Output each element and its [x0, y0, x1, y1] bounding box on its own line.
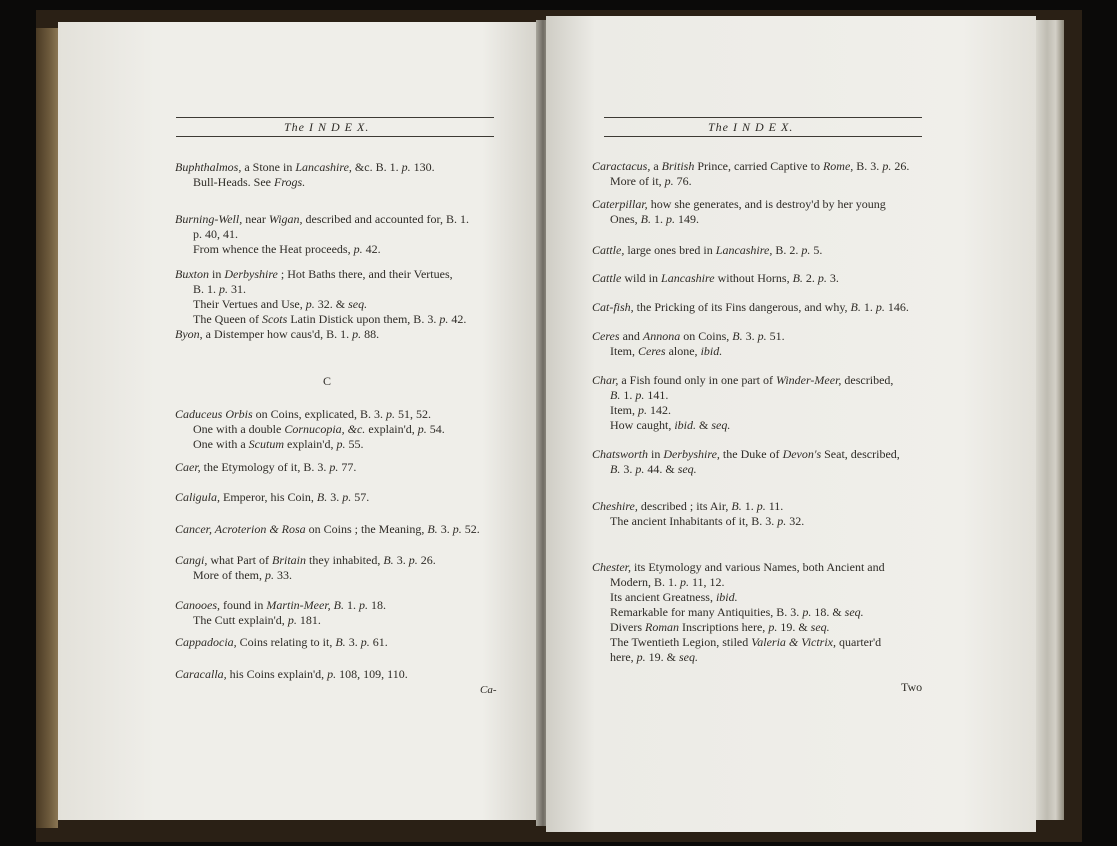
- italic-text: ibid.: [700, 344, 723, 358]
- italic-text: Derbyshire: [224, 267, 278, 281]
- left-page: [58, 22, 540, 820]
- italic-text: p.: [768, 620, 778, 634]
- italic-text: Lancashire: [661, 271, 715, 285]
- text-run: 51, 52.: [395, 407, 431, 421]
- index-line: [175, 312, 466, 327]
- text-run: One with a double: [175, 422, 285, 436]
- text-run: Ones,: [592, 212, 641, 226]
- italic-text: Martin-Meer,: [266, 598, 331, 612]
- index-line: [592, 329, 785, 344]
- italic-text: Frogs.: [273, 175, 306, 189]
- index-line: [175, 635, 388, 650]
- italic-text: Caduceus Orbis: [175, 407, 253, 421]
- index-line: [592, 388, 668, 403]
- text-run: without Horns,: [714, 271, 793, 285]
- italic-text: Lancashire,: [715, 243, 773, 257]
- text-run: near: [242, 212, 269, 226]
- italic-text: p.: [329, 460, 339, 474]
- italic-text: p.: [882, 159, 892, 173]
- index-line: [175, 327, 379, 342]
- italic-text: p.: [359, 598, 369, 612]
- italic-text: Byon: [175, 327, 200, 341]
- text-run: they inhabited,: [306, 553, 384, 567]
- text-run: explain'd,: [365, 422, 418, 436]
- header-rule-top: [604, 117, 922, 118]
- italic-text: B.: [610, 388, 621, 402]
- italic-text: Britain: [272, 553, 307, 567]
- text-run: quarter'd: [836, 635, 882, 649]
- text-run: Divers: [592, 620, 645, 634]
- text-run: 18. &: [811, 605, 845, 619]
- text-run: How caught,: [592, 418, 675, 432]
- text-run: described,: [841, 373, 894, 387]
- italic-text: B.: [640, 212, 652, 226]
- italic-text: B.: [850, 300, 861, 314]
- text-run: large ones bred in: [624, 243, 716, 257]
- italic-text: Annona: [642, 329, 681, 343]
- text-run: found in: [220, 598, 267, 612]
- text-run: 3.: [742, 329, 758, 343]
- italic-text: Caracalla,: [175, 667, 227, 681]
- text-run: 32. &: [314, 297, 349, 311]
- text-run: alone,: [665, 344, 701, 358]
- text-run: 149.: [675, 212, 700, 226]
- italic-text: Roman: [645, 620, 679, 634]
- index-line: [592, 560, 885, 575]
- italic-text: Char,: [592, 373, 619, 387]
- text-run: More of it,: [592, 174, 665, 188]
- italic-text: ibid.: [715, 590, 738, 604]
- text-run: 3.: [437, 522, 453, 536]
- text-run: the Duke of: [719, 447, 783, 461]
- text-run: its Etymology and various Names, both Ancient and: [631, 560, 885, 574]
- book-cover-edge: [36, 28, 58, 828]
- index-line: [175, 267, 453, 282]
- text-run: 141.: [644, 388, 669, 402]
- text-run: in: [648, 447, 664, 461]
- text-run: 19. &: [777, 620, 811, 634]
- text-run: what Part of: [207, 553, 272, 567]
- italic-text: p.: [801, 243, 811, 257]
- text-run: p. 40, 41.: [175, 227, 238, 241]
- text-run: 88.: [361, 327, 380, 341]
- index-line: [175, 212, 469, 227]
- text-run: The ancient Inhabitants of it, B. 3.: [592, 514, 778, 528]
- italic-text: p.: [352, 327, 362, 341]
- text-run: on Coins, explicated, B. 3.: [252, 407, 386, 421]
- text-run: described and accounted for, B. 1.: [302, 212, 470, 226]
- italic-text: Lancashire,: [295, 160, 352, 174]
- italic-text: Rome,: [822, 159, 854, 173]
- text-run: B. 3.: [853, 159, 883, 173]
- text-run: The Cutt explain'd,: [175, 613, 288, 627]
- page-edges: [1036, 20, 1064, 820]
- italic-text: Ceres: [638, 344, 666, 358]
- index-line: [592, 514, 804, 529]
- text-run: 3.: [393, 553, 409, 567]
- text-run: 31.: [228, 282, 247, 296]
- text-run: 1.: [344, 598, 360, 612]
- italic-text: p.: [638, 403, 647, 417]
- text-run: Prince, carried Captive to: [694, 159, 823, 173]
- text-run: Emperor, his Coin,: [220, 490, 317, 504]
- text-run: 32.: [786, 514, 805, 528]
- italic-text: seq.: [711, 418, 731, 432]
- text-run: wild in: [621, 271, 662, 285]
- italic-text: Caractacus,: [592, 159, 651, 173]
- text-run: Coins relating to it,: [236, 635, 336, 649]
- italic-text: p.: [635, 388, 645, 402]
- text-run: Latin Distick upon them, B. 3.: [287, 312, 440, 326]
- text-run: 2.: [802, 271, 818, 285]
- text-run: 76.: [673, 174, 692, 188]
- header-rule-bottom: [176, 136, 494, 137]
- catchword: Two: [901, 680, 923, 694]
- text-run: 18.: [368, 598, 387, 612]
- text-run: 3.: [826, 271, 839, 285]
- text-run: 3.: [327, 490, 343, 504]
- italic-text: p.: [417, 422, 427, 436]
- italic-text: p.: [636, 650, 646, 664]
- text-run: The Twentieth Legion, stiled: [592, 635, 752, 649]
- index-line: [592, 212, 699, 227]
- italic-text: Cheshire,: [592, 499, 638, 513]
- italic-text: B.: [732, 329, 743, 343]
- index-line: [175, 598, 386, 613]
- text-run: 52.: [461, 522, 480, 536]
- italic-text: seq.: [348, 297, 368, 311]
- text-run: 42.: [362, 242, 381, 256]
- italic-text: Caer,: [175, 460, 201, 474]
- italic-text: p.: [287, 613, 297, 627]
- text-run: From whence the Heat proceeds,: [175, 242, 354, 256]
- text-run: 130.: [410, 160, 435, 174]
- italic-text: Scots: [261, 312, 288, 326]
- text-run: &: [696, 418, 712, 432]
- italic-text: Buxton: [175, 267, 209, 281]
- index-line: [175, 553, 436, 568]
- text-run: a Fish found only in one part of: [618, 373, 776, 387]
- italic-text: B.: [610, 462, 621, 476]
- index-line: [592, 373, 893, 388]
- italic-text: Derbyshire,: [663, 447, 720, 461]
- italic-text: Winder-Meer,: [776, 373, 842, 387]
- italic-text: Buphthalmos,: [175, 160, 242, 174]
- text-run: [592, 388, 610, 402]
- italic-text: p.: [439, 312, 449, 326]
- italic-text: B.: [335, 635, 346, 649]
- text-run: [592, 462, 610, 476]
- index-line: [175, 437, 363, 452]
- italic-text: Cat-fish,: [592, 300, 634, 314]
- italic-text: p.: [817, 271, 827, 285]
- italic-text: p.: [327, 667, 337, 681]
- italic-text: p.: [666, 212, 676, 226]
- text-run: 3.: [345, 635, 361, 649]
- text-run: 1.: [860, 300, 876, 314]
- italic-text: Cancer, Acroterion & Rosa: [175, 522, 306, 536]
- index-line: [592, 635, 881, 650]
- italic-text: p.: [756, 499, 766, 513]
- header-rule-top: [176, 117, 494, 118]
- index-line: [175, 422, 445, 437]
- text-run: how she generates, and is destroy'd by her young: [647, 197, 886, 211]
- italic-text: seq.: [844, 605, 864, 619]
- italic-text: p.: [264, 568, 274, 582]
- text-run: Their Vertues and Use,: [175, 297, 306, 311]
- text-run: More of them,: [175, 568, 265, 582]
- text-run: Modern, B. 1.: [592, 575, 680, 589]
- italic-text: Cattle,: [592, 243, 625, 257]
- section-letter: C: [323, 374, 332, 388]
- italic-text: p.: [875, 300, 885, 314]
- text-run: his Coins explain'd,: [226, 667, 328, 681]
- text-run: a Stone in: [241, 160, 296, 174]
- index-line: [175, 460, 356, 475]
- text-run: here,: [592, 650, 637, 664]
- index-line: [592, 271, 839, 286]
- index-line: [175, 407, 431, 422]
- text-run: 42.: [448, 312, 467, 326]
- text-run: Inscriptions here,: [679, 620, 769, 634]
- index-line: [592, 300, 909, 315]
- italic-text: p.: [777, 514, 787, 528]
- text-run: 54.: [426, 422, 445, 436]
- index-line: [175, 242, 381, 257]
- text-run: on Coins ; the Meaning,: [305, 522, 428, 536]
- text-run: 26.: [417, 553, 436, 567]
- text-run: 51.: [766, 329, 785, 343]
- italic-text: B.: [316, 490, 328, 504]
- italic-text: Ceres: [592, 329, 620, 343]
- italic-text: p.: [802, 605, 812, 619]
- index-line: [592, 447, 900, 462]
- text-run: , a Distemper how caus'd, B. 1.: [199, 327, 353, 341]
- italic-text: Valeria & Victrix,: [751, 635, 837, 649]
- italic-text: p.: [360, 635, 370, 649]
- italic-text: B.: [792, 271, 803, 285]
- text-run: One with a: [175, 437, 249, 451]
- text-run: the Etymology of it, B. 3.: [200, 460, 330, 474]
- italic-text: B.: [333, 598, 345, 612]
- italic-text: Chester,: [592, 560, 631, 574]
- italic-text: Burning-Well,: [175, 212, 243, 226]
- text-run: 1.: [741, 499, 757, 513]
- index-line: [175, 160, 435, 175]
- text-run: 1.: [620, 388, 636, 402]
- text-run: in: [209, 267, 225, 281]
- index-line: [175, 175, 305, 190]
- index-line: [175, 568, 292, 583]
- text-run: 142.: [647, 403, 671, 417]
- italic-text: p.: [680, 575, 689, 589]
- italic-text: Scutum: [248, 437, 284, 451]
- italic-text: p.: [401, 160, 411, 174]
- italic-text: B.: [427, 522, 438, 536]
- right-page: [546, 16, 1036, 832]
- italic-text: Cappadocia,: [175, 635, 237, 649]
- page-header: The I N D E X.: [708, 120, 794, 134]
- italic-text: seq.: [810, 620, 830, 634]
- italic-text: p.: [664, 174, 674, 188]
- text-run: 77.: [338, 460, 357, 474]
- text-run: 181.: [296, 613, 321, 627]
- italic-text: p.: [635, 462, 645, 476]
- index-line: [592, 403, 671, 418]
- index-line: [175, 613, 321, 628]
- index-line: [175, 490, 369, 505]
- index-line: [175, 297, 367, 312]
- text-run: 11, 12.: [689, 575, 725, 589]
- text-run: 5.: [810, 243, 823, 257]
- italic-text: p.: [342, 490, 352, 504]
- text-run: Seat, described,: [821, 447, 900, 461]
- text-run: described ; its Air,: [637, 499, 732, 513]
- text-run: 1.: [651, 212, 667, 226]
- italic-text: seq.: [679, 650, 698, 664]
- index-line: [592, 243, 822, 258]
- italic-text: Chatsworth: [592, 447, 649, 461]
- index-line: [592, 590, 738, 605]
- index-line: [592, 575, 725, 590]
- italic-text: Canooes,: [175, 598, 220, 612]
- text-run: 19. &: [645, 650, 679, 664]
- index-line: [175, 522, 480, 537]
- text-run: 57.: [351, 490, 370, 504]
- index-line: [592, 344, 722, 359]
- text-run: and: [619, 329, 643, 343]
- catchword: Ca-: [480, 684, 497, 696]
- text-run: B. 2.: [772, 243, 802, 257]
- text-run: on Coins,: [680, 329, 733, 343]
- text-run: B. 1.: [175, 282, 220, 296]
- text-run: 11.: [765, 499, 784, 513]
- italic-text: Cornucopia, &c.: [284, 422, 366, 436]
- italic-text: p.: [305, 297, 315, 311]
- italic-text: Devon's: [782, 447, 822, 461]
- index-line: [175, 282, 246, 297]
- index-line: [592, 197, 886, 212]
- italic-text: p.: [408, 553, 418, 567]
- index-line: [592, 462, 697, 477]
- index-line: [592, 174, 692, 189]
- text-run: 61.: [369, 635, 388, 649]
- italic-text: ibid.: [674, 418, 696, 432]
- italic-text: Caligula,: [175, 490, 221, 504]
- text-run: 3.: [620, 462, 636, 476]
- index-line: [592, 620, 830, 635]
- text-run: 33.: [273, 568, 292, 582]
- text-run: explain'd,: [283, 437, 337, 451]
- index-line: [592, 418, 730, 433]
- italic-text: seq.: [677, 462, 697, 476]
- text-run: Its ancient Greatness,: [592, 590, 716, 604]
- index-line: [592, 499, 783, 514]
- text-run: a: [650, 159, 662, 173]
- text-run: 26.: [891, 159, 910, 173]
- italic-text: Cangi,: [175, 553, 208, 567]
- italic-text: p.: [386, 407, 395, 421]
- italic-text: B.: [731, 499, 742, 513]
- text-run: Item,: [592, 403, 638, 417]
- italic-text: p.: [452, 522, 462, 536]
- index-line: [592, 605, 864, 620]
- italic-text: p.: [336, 437, 346, 451]
- italic-text: p.: [353, 242, 363, 256]
- text-run: &c. B. 1.: [351, 160, 402, 174]
- text-run: ; Hot Baths there, and their Vertues,: [277, 267, 453, 281]
- italic-text: British: [661, 159, 695, 173]
- text-run: The Queen of: [175, 312, 262, 326]
- italic-text: p.: [219, 282, 229, 296]
- page-header: The I N D E X.: [284, 120, 370, 134]
- index-line: [175, 667, 408, 682]
- text-run: 146.: [884, 300, 909, 314]
- italic-text: p.: [757, 329, 767, 343]
- text-run: 108, 109, 110.: [336, 667, 408, 681]
- italic-text: Cattle: [592, 271, 622, 285]
- italic-text: B.: [383, 553, 394, 567]
- index-line: [592, 650, 698, 665]
- text-run: 44. &: [644, 462, 678, 476]
- text-run: Remarkable for many Antiquities, B. 3.: [592, 605, 803, 619]
- italic-text: Caterpillar,: [592, 197, 648, 211]
- text-run: Bull-Heads. See: [175, 175, 274, 189]
- header-rule-bottom: [604, 136, 922, 137]
- text-run: 55.: [345, 437, 364, 451]
- text-run: the Pricking of its Fins dangerous, and why,: [633, 300, 851, 314]
- index-line: [592, 159, 909, 174]
- text-run: Item,: [592, 344, 638, 358]
- index-line: [175, 227, 238, 242]
- italic-text: Wigan,: [268, 212, 303, 226]
